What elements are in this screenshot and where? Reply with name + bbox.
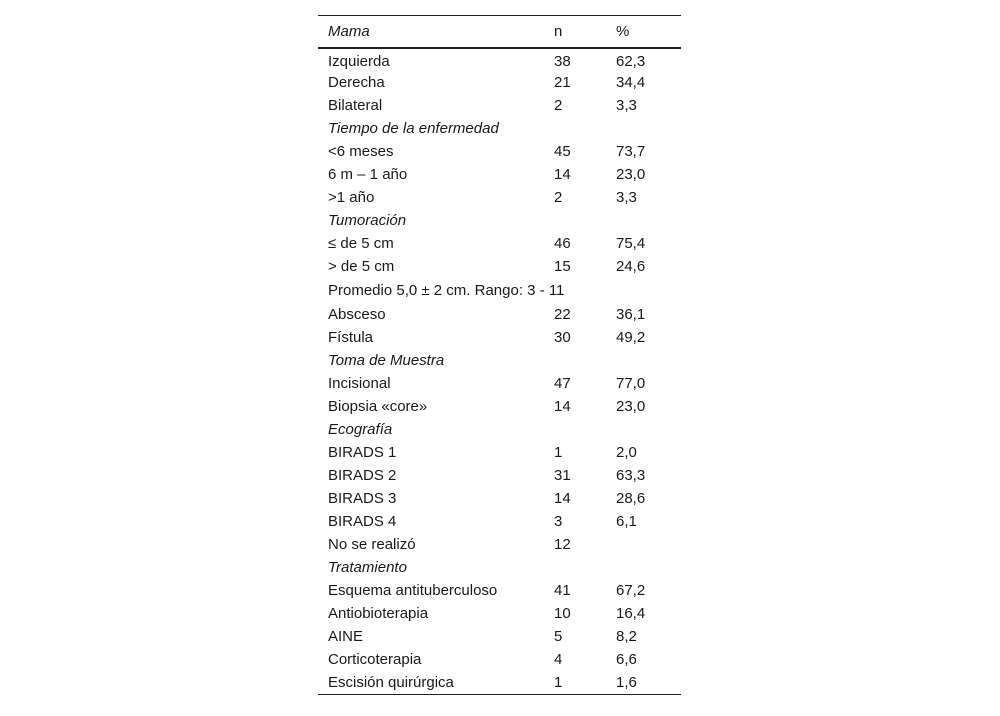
header-n: n [554,23,563,40]
percent-cell: 1,6 [616,673,637,691]
label-cell: Esquema antituberculoso [328,582,498,599]
table-row [318,648,681,671]
n-cell: 46 [554,235,571,252]
label-cell: Absceso [328,306,386,323]
label-cell: >1 año [328,189,375,206]
percent-cell: 16,4 [616,605,646,622]
table-row [318,140,681,163]
label-cell: BIRADS 1 [328,444,397,461]
section-row [318,556,681,579]
percent-cell [606,209,681,232]
table-row [318,671,681,694]
section-row [318,117,681,140]
n-cell: 2 [554,97,563,114]
table-body [318,48,681,694]
label-cell: > de 5 cm [328,258,395,275]
label-cell: <6 meses [328,143,394,160]
percent-cell [606,533,681,556]
label-cell: Izquierda [328,53,390,70]
percent-cell: 73,7 [616,143,646,160]
percent-cell: 6,6 [616,651,637,668]
table-row [318,441,681,464]
n-cell: 4 [554,651,563,668]
header-category: Mama [328,23,370,40]
n-cell: 15 [554,258,571,275]
percent-cell: 67,2 [616,582,646,599]
percent-cell: 63,3 [616,467,646,484]
table-row [318,602,681,625]
table-header [318,16,681,49]
n-cell: 10 [554,605,571,622]
label-cell: 6 m – 1 año [328,166,408,183]
percent-cell: 6,1 [616,513,637,530]
label-cell: Tratamiento [328,559,407,576]
table-row [318,372,681,395]
label-cell: Tumoración [328,212,407,229]
n-cell: 30 [554,329,571,346]
percent-cell: 23,0 [616,398,646,415]
n-cell: 2 [554,189,563,206]
label-cell: ≤ de 5 cm [328,235,394,252]
label-cell: Fístula [328,329,374,346]
n-cell: 21 [554,74,571,91]
label-cell: Ecografía [328,421,393,438]
n-cell: 47 [554,375,571,392]
table-row [318,255,681,278]
table-row [318,163,681,186]
percent-cell: 3,3 [616,97,637,114]
table-row [318,71,681,94]
percent-cell: 75,4 [616,235,646,252]
table-row [318,186,681,209]
percent-cell: 34,4 [616,74,646,91]
data-table [318,15,681,695]
percent-cell: 2,0 [616,444,637,461]
n-cell: 1 [554,673,563,691]
note-row [318,278,681,303]
section-row [318,349,681,372]
percent-cell [606,117,681,140]
n-cell: 1 [554,444,563,461]
n-cell [544,556,606,579]
header-percent: % [616,23,630,40]
percent-cell: 24,6 [616,258,646,275]
label-cell: BIRADS 3 [328,490,397,507]
table-row [318,510,681,533]
n-cell [544,349,606,372]
bottom-rule [318,694,681,695]
n-cell [544,418,606,441]
n-cell: 41 [554,582,571,599]
percent-cell [606,349,681,372]
n-cell: 14 [554,166,571,183]
label-cell: BIRADS 2 [328,467,397,484]
label-cell: Tiempo de la enfermedad [328,120,499,137]
n-cell [544,209,606,232]
n-cell: 22 [554,306,571,323]
table-row [318,533,681,556]
data-table-container [318,15,681,695]
table-row [318,487,681,510]
percent-cell [606,556,681,579]
n-cell: 5 [554,628,563,645]
table-row [318,326,681,349]
label-cell: Antiobioterapia [328,605,429,622]
n-cell: 45 [554,143,571,160]
percent-cell: 3,3 [616,189,637,206]
n-cell: 31 [554,467,571,484]
label-cell: Biopsia «core» [328,398,428,415]
n-cell [544,117,606,140]
n-cell: 14 [554,398,571,415]
n-cell: 38 [554,53,571,70]
label-cell: No se realizó [328,536,416,553]
table-footer [318,694,681,695]
table-row [318,395,681,418]
percent-cell: 49,2 [616,329,646,346]
label-cell: Toma de Muestra [328,352,445,369]
label-cell: Corticoterapia [328,651,422,668]
label-cell: Escisión quirúrgica [328,673,454,691]
percent-cell: 62,3 [616,53,646,70]
note-cell: Promedio 5,0 ± 2 cm. Rango: 3 - 11 [328,282,565,299]
table-row [318,232,681,255]
percent-cell [606,418,681,441]
table-row [318,303,681,326]
table-row [318,464,681,487]
label-cell: Derecha [328,74,385,91]
percent-cell: 8,2 [616,628,637,645]
n-cell: 14 [554,490,571,507]
percent-cell: 77,0 [616,375,646,392]
percent-cell: 36,1 [616,306,646,323]
label-cell: BIRADS 4 [328,513,397,530]
label-cell: AINE [328,628,364,645]
label-cell: Bilateral [328,97,383,114]
n-cell: 3 [554,513,563,530]
table-row [318,48,681,71]
table-row [318,579,681,602]
section-row [318,209,681,232]
table-row [318,625,681,648]
table-row [318,94,681,117]
section-row [318,418,681,441]
percent-cell: 28,6 [616,490,646,507]
n-cell: 12 [554,536,571,553]
label-cell: Incisional [328,375,391,392]
header-row [318,16,681,49]
percent-cell: 23,0 [616,166,646,183]
